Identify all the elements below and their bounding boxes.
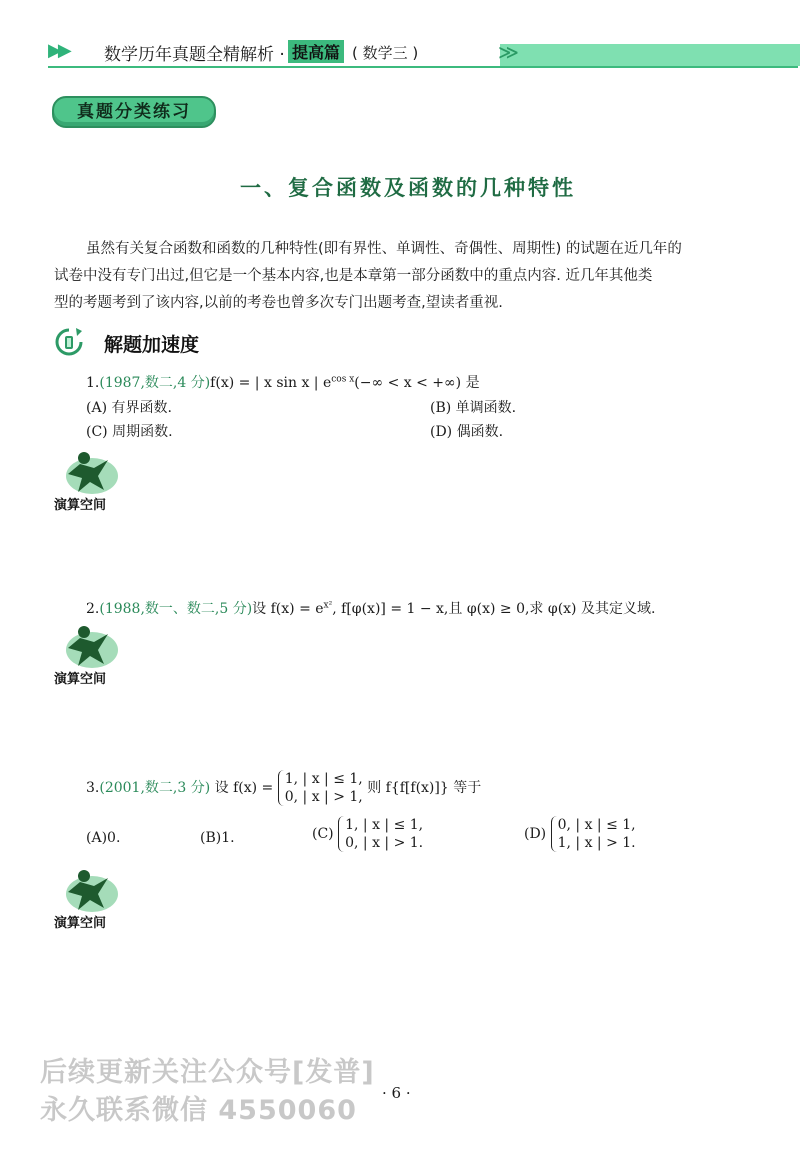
question-2 [86,598,655,618]
logo-text: 演算空间 [54,672,107,687]
workspace-logo [54,450,124,514]
option-text: 0. [107,830,121,846]
piecewise-definition [551,816,636,852]
question-meta: (1987,数二,4 分) [99,375,211,391]
question-stem-tail: (−∞ < x < +∞) 是 [354,375,480,391]
piecewise-case: 0, | x | > 1, [284,789,363,805]
runner-icon [54,624,124,670]
option-c[interactable] [86,421,173,441]
piecewise-case: 0, | x | > 1. [345,835,424,851]
speed-up-icon [54,327,84,357]
piecewise-definition [278,770,363,806]
intro-line: 型的考题考到了该内容,以前的考卷也曾多次专门出题考查,望读者重视. [54,295,503,311]
question-1 [86,372,480,392]
question-stem: 设 f(x) = [214,780,274,796]
question-number: 3. [86,780,100,796]
section-pill [52,96,216,128]
option-d[interactable] [524,816,636,852]
runner-icon [54,450,124,496]
intro-line: 试卷中没有专门出过,但它是一个基本内容,也是本章第一部分函数中的重点内容. 近几年其他类 [54,268,653,284]
question-number: 2. [86,601,100,617]
question-stem: 设 f(x) = e [252,601,324,617]
subject-label: ( 数学三 ) [352,44,419,62]
intro-paragraph [54,236,754,317]
logo-text: 演算空间 [54,498,107,513]
volume-badge: 提高篇 [288,40,344,63]
option-label: (A) [86,830,108,846]
header-bar [500,44,800,66]
option-d[interactable] [430,421,503,441]
option-text: 偶函数. [456,424,504,440]
play-arrows-icon: ▶▶ [48,40,68,61]
question-meta: (1988,数一、数二,5 分) [99,601,253,617]
watermark-line: 永久联系微信 4550060 [40,1095,357,1126]
piecewise-case: 1, | x | ≤ 1, [284,771,363,787]
option-text: 周期函数. [112,424,173,440]
speed-label: 解题加速度 [104,334,200,356]
option-label: (C) [86,424,108,440]
option-text: 1. [221,830,235,846]
exponent: x² [323,600,333,611]
option-label: (C) [312,826,334,842]
workspace-logo [54,868,124,932]
question-stem-tail: , f[φ(x)] = 1 − x,且 φ(x) ≥ 0,求 φ(x) 及其定义域. [332,601,656,617]
chevron-right-icon: ≫ [498,40,513,64]
runner-icon [54,868,124,914]
question-3 [86,770,481,806]
piecewise-case: 1, | x | ≤ 1, [345,817,424,833]
piecewise-case: 0, | x | ≤ 1, [557,817,636,833]
page-number: · 6 · [382,1084,411,1102]
watermark-line: 后续更新关注公众号[发普] [40,1057,375,1088]
section-title: 一、复合函数及函数的几种特性 [240,175,576,200]
header-rule [48,66,798,68]
option-text: 单调函数. [455,400,517,416]
option-label: (D) [430,424,453,440]
option-b[interactable] [200,830,235,846]
question-number: 1. [86,375,100,391]
intro-line: 虽然有关复合函数和函数的几种特性(即有界性、单调性、奇偶性、周期性) 的试题在近几年的 [86,241,682,257]
option-a[interactable] [86,830,120,846]
option-a[interactable] [86,397,172,417]
option-label: (B) [430,400,452,416]
option-label: (D) [524,826,547,842]
piecewise-definition [338,816,423,852]
question-meta: (2001,数二,3 分) [99,780,211,796]
option-label: (B) [200,830,222,846]
option-label: (A) [86,400,108,416]
question-stem: f(x) = | x sin x | e [210,375,332,391]
section-pill-label: 真题分类练习 [77,102,191,122]
exponent: cos x [331,374,355,385]
question-stem-tail: 则 f{f[f(x)]} 等于 [367,780,482,796]
book-title: 数学历年真题全精解析 · [104,45,285,65]
option-b[interactable] [430,397,516,417]
option-text: 有界函数. [111,400,172,416]
piecewise-case: 1, | x | > 1. [557,835,636,851]
logo-text: 演算空间 [54,916,107,931]
option-c[interactable] [312,816,423,852]
workspace-logo [54,624,124,688]
